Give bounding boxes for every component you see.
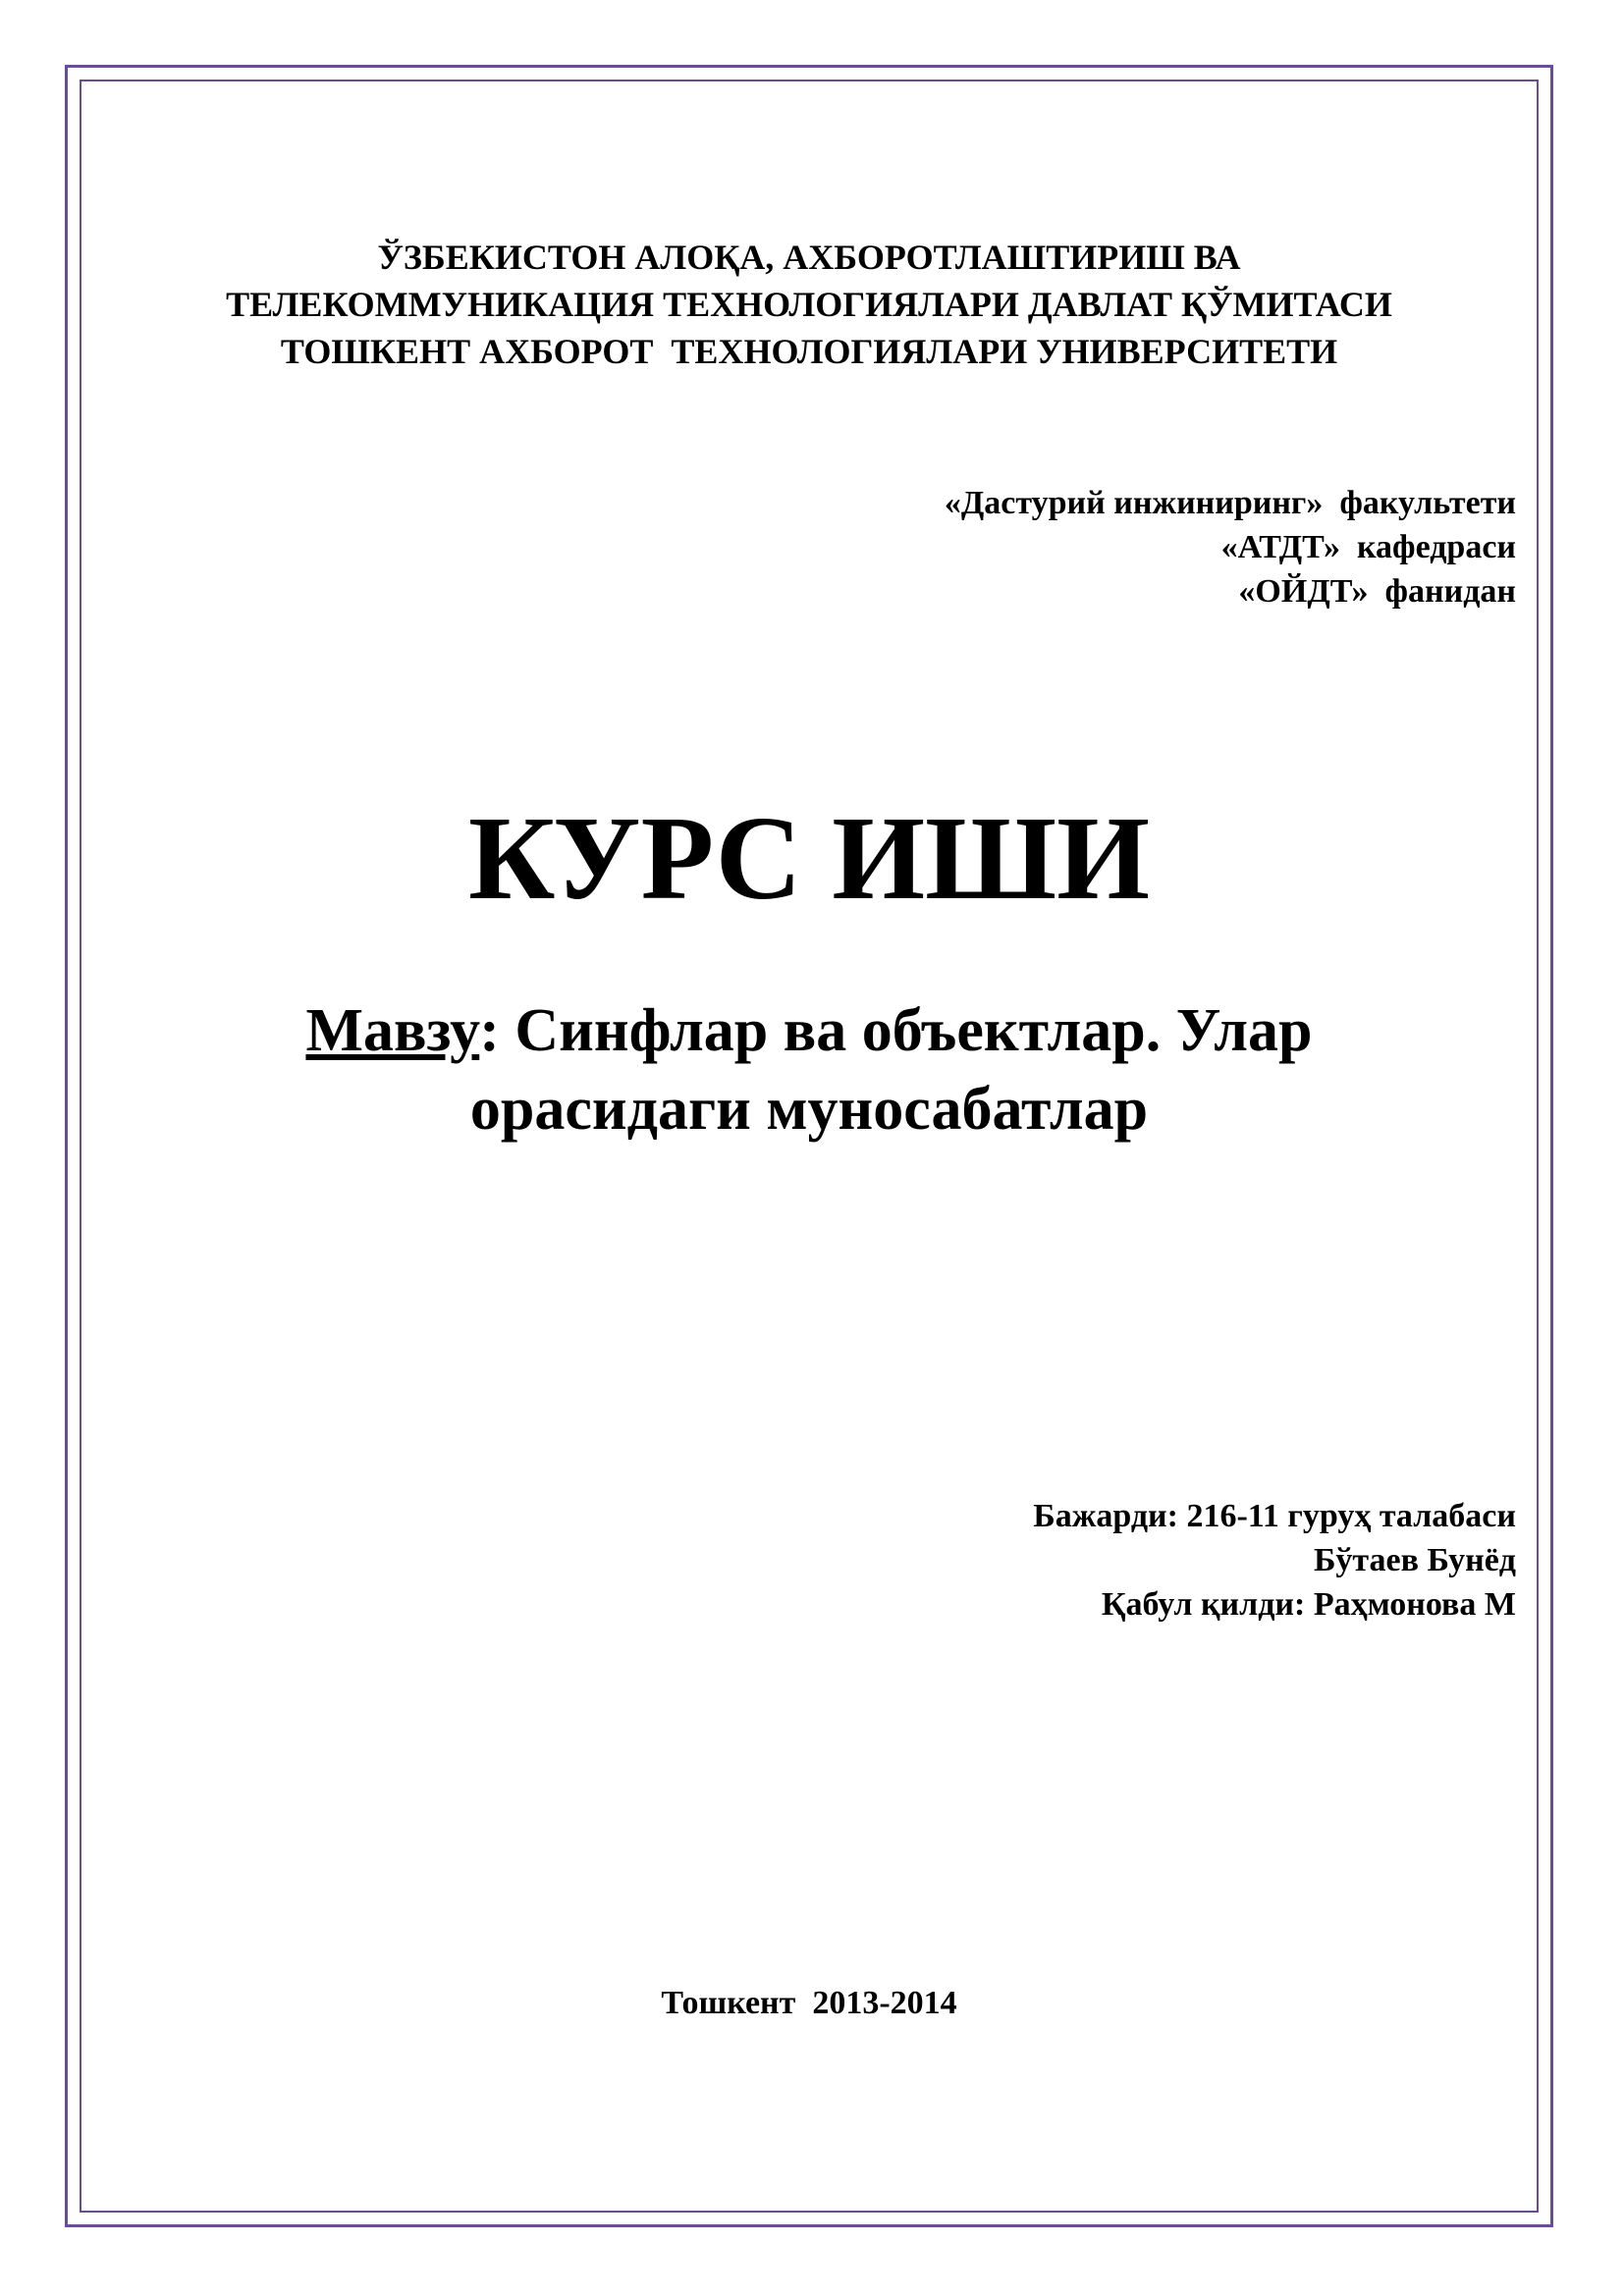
- chair-line: «АТДТ» кафедраси: [1220, 529, 1516, 565]
- department-block: [945, 481, 1516, 614]
- topic-text-1: Синфлар ва объектлар. Улар: [514, 997, 1313, 1064]
- institution-header: [80, 234, 1539, 375]
- header-line-3: ТОШКЕНТ АХБОРОТ ТЕХНОЛОГИЯЛАРИ УНИВЕРСИТЕТИ: [280, 332, 1338, 371]
- topic-label: Мавзу: [305, 997, 480, 1064]
- subject-line: «ОЙДТ» фанидан: [1238, 573, 1516, 610]
- city-year: Тошкент 2013-2014: [661, 1985, 957, 2021]
- student-name: Бўтаев Бунёд: [1313, 1542, 1516, 1578]
- header-line-2: ТЕЛЕКОММУНИКАЦИЯ ТЕХНОЛОГИЯЛАРИ ДАВЛАТ ҚЎМИТАСИ: [226, 285, 1392, 324]
- topic-separator: :: [479, 997, 515, 1064]
- accepted-by-line: Қабул қилди: Раҳмонова М: [1101, 1586, 1516, 1623]
- faculty-line: «Дастурий инжиниринг» факультети: [944, 485, 1516, 521]
- topic-block: [80, 991, 1539, 1148]
- header-line-1: ЎЗБЕКИСТОН АЛОҚА, АХБОРОТЛАШТИРИШ ВА: [377, 238, 1241, 277]
- topic-line-2: орасидаги муносабатлар: [469, 1076, 1149, 1143]
- author-block: [1033, 1494, 1516, 1627]
- performed-by-line: Бажарди: 216-11 гуруҳ талабаси: [1033, 1498, 1516, 1534]
- topic-line-1: [80, 991, 1539, 1070]
- document-title: КУРС ИШИ: [468, 792, 1150, 925]
